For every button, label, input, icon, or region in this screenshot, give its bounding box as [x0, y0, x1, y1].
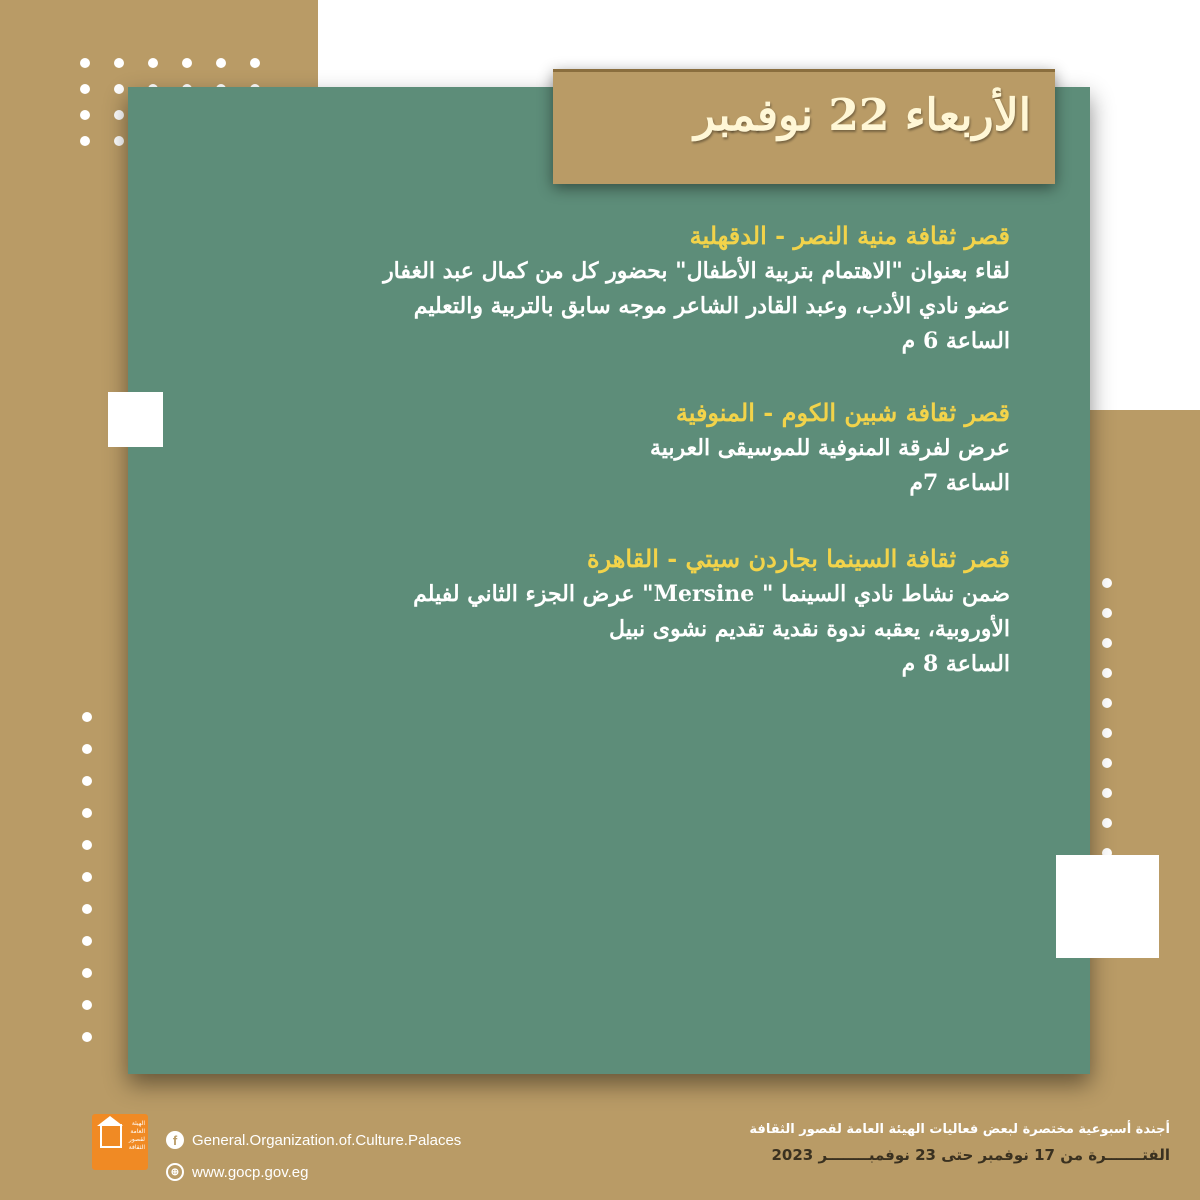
event-time: الساعة 6 م	[901, 328, 1010, 354]
facebook-link[interactable]	[166, 1126, 461, 1154]
event-description: الأوروبية، يعقبه ندوة نقدية تقديم نشوى نبيل	[609, 616, 1010, 642]
decor-square-left	[108, 392, 163, 447]
event-description: عضو نادي الأدب، وعبد القادر الشاعر موجه سابق بالتربية والتعليم	[413, 293, 1010, 319]
agenda-title: أجندة أسبوعية مختصرة لبعض فعاليات الهيئة العامة لقصور الثقافة	[749, 1122, 1170, 1137]
agenda-info	[749, 1118, 1170, 1168]
event-time: الساعة 7م	[909, 470, 1010, 496]
event-time: الساعة 8 م	[901, 651, 1010, 677]
events-list	[190, 218, 1010, 716]
organization-logo	[92, 1114, 148, 1170]
date-title: الأربعاء 22 نوفمبر	[693, 90, 1031, 141]
website-text: www.gocp.gov.eg	[192, 1163, 309, 1181]
event-item	[190, 218, 1010, 359]
logo-text: الهيئة العامة لقصور الثقافة	[128, 1120, 145, 1151]
event-item	[190, 395, 1010, 501]
footer	[0, 1100, 1200, 1200]
date-header	[553, 69, 1055, 184]
event-description: عرض لفرقة المنوفية للموسيقى العربية	[649, 435, 1010, 461]
event-venue: قصر ثقافة منية النصر - الدقهلية	[689, 221, 1010, 250]
social-links	[166, 1126, 461, 1190]
website-link[interactable]	[166, 1158, 461, 1186]
event-description: ضمن نشاط نادي السينما " Mersine" عرض الجزء الثاني لفيلم	[413, 581, 1010, 607]
dot-column-right	[1102, 578, 1112, 888]
event-description: لقاء بعنوان "الاهتمام بتربية الأطفال" بحضور كل من كمال عبد الغفار	[383, 258, 1010, 284]
event-venue: قصر ثقافة السينما بجاردن سيتي - القاهرة	[586, 544, 1010, 573]
globe-icon: ⊕	[166, 1163, 184, 1181]
dot-column-left	[82, 712, 92, 1042]
facebook-text: General.Organization.of.Culture.Palaces	[192, 1131, 462, 1149]
agenda-period: الفتـــــــرة من 17 نوفمبر حتى 23 نوفمبــــــــر 2023	[771, 1146, 1170, 1164]
event-item	[190, 541, 1010, 682]
facebook-icon: f	[166, 1131, 184, 1149]
event-venue: قصر ثقافة شبين الكوم - المنوفية	[675, 398, 1010, 427]
decor-square-right	[1056, 855, 1159, 958]
